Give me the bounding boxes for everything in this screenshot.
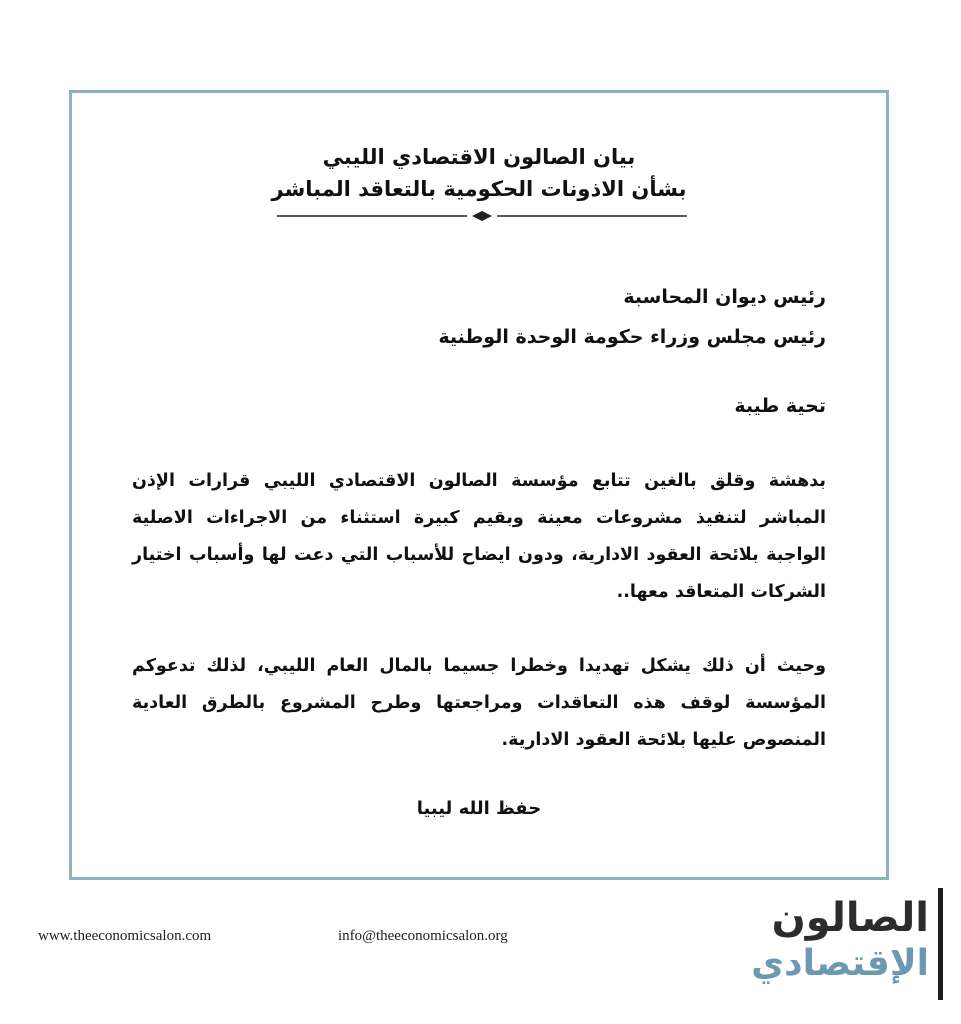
statement-subtitle: بشأن الاذونات الحكومية بالتعاقد المباشر (271, 177, 687, 201)
greeting: تحية طيبة (734, 395, 826, 417)
title-divider-ornament (277, 211, 687, 221)
recipient-prime-minister: رئيس مجلس وزراء حكومة الوحدة الوطنية (438, 326, 826, 348)
logo-line-2: الإقتصادي (751, 943, 929, 984)
recipient-audit-bureau: رئيس ديوان المحاسبة (623, 286, 826, 308)
statement-title: بيان الصالون الاقتصادي الليبي (322, 145, 636, 169)
document-frame (69, 90, 889, 880)
closing-phrase: حفظ الله ليبيا (416, 798, 542, 819)
email-link[interactable]: info@theeconomicsalon.org (338, 928, 508, 944)
economic-salon-logo (751, 888, 943, 1000)
website-link[interactable]: www.theeconomicsalon.com (38, 928, 212, 944)
logo-line-1: الصالون (771, 895, 929, 941)
logo-bar (938, 888, 943, 1000)
body-paragraph-1: بدهشة وقلق بالغين تتابع مؤسسة الصالون الاقتصادي الليبي قرارات الإذن المباشر لتنفيذ مشروعات معينة وبقيم كبيرة استثناء من الاجراءات الاصلية الواجبة بلائحة العقود الادارية، ودون ايضاح للأسباب التي دعت لها وأسباب اختيار الشركات المتعاقد معها.. (132, 471, 826, 602)
body-paragraph-2: وحيث أن ذلك يشكل تهديدا وخطرا جسيما بالمال العام الليبي، لذلك تدعوكم المؤسسة لوقف هذه التعاقدات ومراجعتها وطرح المشروع بالطرق العادية المنصوص عليها بلائحة العقود الادارية. (132, 656, 826, 750)
